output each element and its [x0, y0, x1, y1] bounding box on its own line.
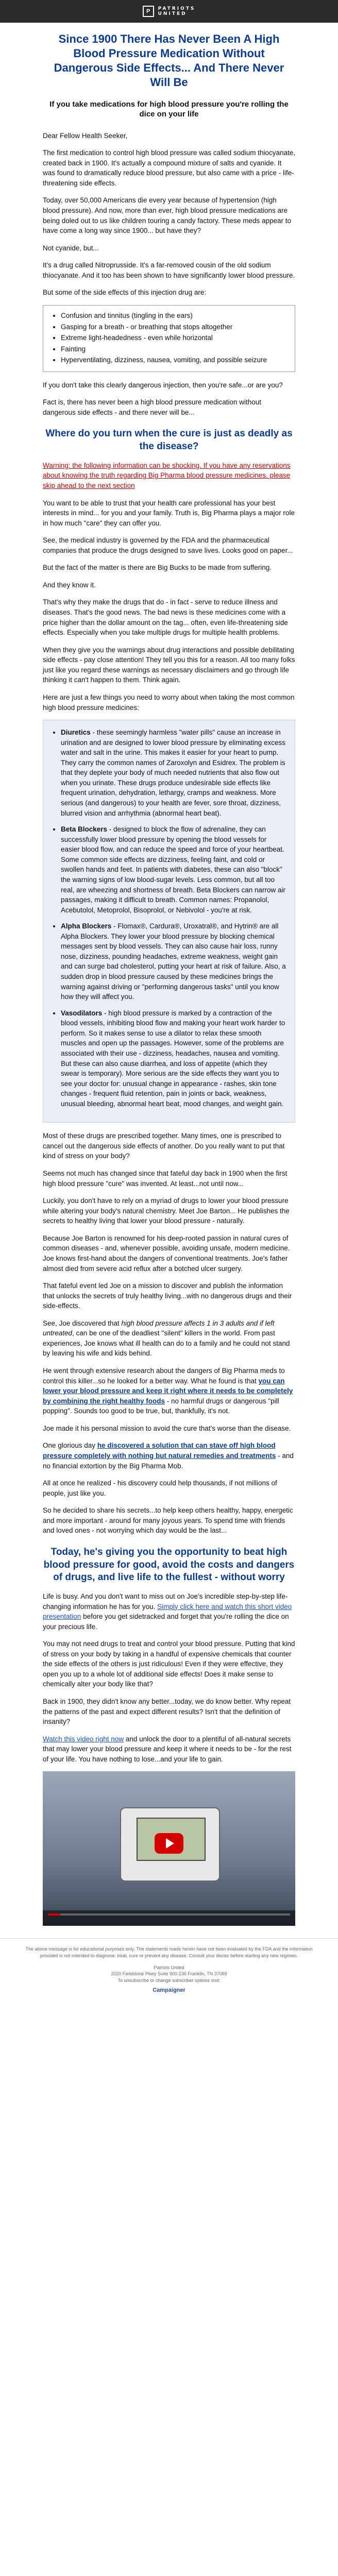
paragraph: But the fact of the matter is there are Big Bucks to be made from suffering.	[43, 564, 272, 572]
paragraph	[43, 1318, 295, 1359]
headline: Since 1900 There Has Never Been A High Blood Pressure Medication Without Dangerous Side Effects... And There Never Will Be	[54, 32, 284, 89]
paragraph: When they give you the warnings about drug interactions and possible debilitating side effects - pay close attention! They tell you this for a reason. All too many folks just like you regard these warnings as necessary disclaimers and go through life thinking it can't happen to them. Think again.	[43, 646, 295, 684]
emphasis: high blood pressure affects 1 in 3 adults and if left untreated	[43, 1319, 275, 1337]
list-item: • Confusion and tinnitus (tingling in the ears)	[61, 311, 286, 321]
list-item: • Fainting	[61, 344, 286, 354]
text: See, Joe discovered that	[43, 1319, 122, 1327]
paragraph: Here are just a few things you need to worry about when taking the most common high blood pressure medicines:	[43, 693, 295, 711]
paragraph	[43, 1366, 295, 1416]
paragraph: It's a drug called Nitroprusside. It's a far-removed cousin of the old sodium thiocyanate. And it too has been shown to have significantly lower blood pressure.	[43, 261, 295, 279]
list-item: • Extreme light-headedness - even while horizontal	[61, 333, 286, 343]
paragraph: Because Joe Barton is renowned for his deep-rooted passion in natural cures of common diseases - and, whenever possible, avoiding unsafe, modern medicine. Joe knows first-hand about the dangers of conventional treatments. Joe's father almost died from severe acid reflux after a botched ulcer surgery.	[43, 1234, 290, 1273]
drug-item	[61, 824, 286, 915]
drug-text: - designed to block the flow of adrenaline, they can successfully lower blood pressure by opening the blood vessels for easier blood flow, and can reduce the speed and force of your heartbeat. Some common side effects are dizziness, feeling faint, and cold or swollen hands and feet. In patients with diabetes, these can also "block" the warning signs of low blood-sugar levels. Less common, but all too real, are wheezing and shortness of breath. Beta Blockers can narrow air passages, making it difficult to breath. Common names: Propanolol, Acebutolol, Metoprolol, Bisoprolol, or Nebivolol - you're at risk.	[61, 825, 285, 914]
drug-item	[61, 727, 286, 818]
paragraph: Fact is, there has never been a high blood pressure medication without dangerous side effects - and there never will be...	[43, 398, 261, 416]
logo[interactable]	[143, 6, 196, 17]
footer-unsubscribe[interactable]: To unsubscribe or change subscriber options visit:	[117, 1977, 221, 1983]
paragraph: Today, over 50,000 Americans die every year because of hypertension (high blood pressure). And now, more than ever, high blood pressure medications are being doled out to us like children touring a candy factory. These meds appear to have come a long way since 1900... but have they?	[43, 196, 292, 235]
logo-mark-icon: P	[143, 6, 154, 17]
paragraph: The first medication to control high blood pressure was called sodium thiocyanate, created back in 1900. It's actually a compound mixture of salts and cyanide. It was found to dramatically reduce blood pressure, but also came with a price - life-threatening side effects.	[43, 149, 296, 187]
drug-text: - Flomax®, Cardura®, Uroxatral®, and Hytrin® are all Alpha Blockers. They lower your blood pressure by blocking chemical messages sent by blood vessels. They can also cause hair loss, runny nose, dizziness, pounding headaches, extreme weakness, weight gain and can surge bad cholesterol, putting your heart at risk of failure. Also, a sudden drop in blood pressure caused by these medicines brings the warning against driving or "performing dangerous tasks" until you know how they will affect you.	[61, 922, 286, 1001]
drug-text: - these seemingly harmless "water pills" cause an increase in urination and are designed to lower blood pressure by eliminating excess water and salt in the urine. This makes it easier for your heart to pump. They carry the common names of Zaroxolyn and Esidrex. The problem is that they deplete your body of much needed nutrients that also flow out when you urinate. These drugs produce undesirable side effects like frequent urination, dehydration, lethargy, cramps and weakness. More serious (and dangerous) to your health are fever, sore throat, dizziness, blurred vision and arrhythmia (abnormal heart beat).	[61, 728, 286, 817]
text: He went through extensive research about the dangers of Big Pharma meds to control this killer...so he looked for a better way. What he found is that	[43, 1367, 285, 1385]
drug-name: Diuretics	[61, 728, 91, 737]
paragraph: Most of these drugs are prescribed together. Many times, one is prescribed to cancel out the dangerous side effects of another. Do you really want to put that kind of stress on your body?	[43, 1132, 285, 1160]
video-controls	[43, 1910, 295, 1926]
text: - no harmful drugs or dangerous "pill popping". Sounds too good to be true, but, thankfully, it's not.	[43, 1397, 279, 1415]
paragraph	[43, 1734, 295, 1765]
paragraph: That fateful event led Joe on a mission to discover and publish the information that unlocks the secrets of truly healthy living...with no dangerous drugs and their side-effects.	[43, 1282, 292, 1310]
warning-link[interactable]: Warning: the following information can be shocking. If you have any reservations about knowing the truth regarding Big Pharma blood pressure medicines, please skip ahead to the next section	[43, 461, 291, 489]
emphasis: he discovered a solution that can stave off high blood pressure completely with nothing but natural remedies and treatments	[43, 1442, 276, 1460]
drug-name: Vasodilators	[61, 1009, 103, 1017]
logo-wordmark	[158, 6, 196, 16]
paragraph: But some of the side effects of this injection drug are:	[43, 289, 207, 297]
paragraph: That's why they make the drugs that do - in fact - serve to reduce illness and diseases. That's the good news. The bad news is these medicines come with a price higher than the dollar amount on the tag... often, even life-threatening side effects. Especially when you take multiple drugs for multiple health problems.	[43, 598, 288, 637]
side-effects-box	[43, 305, 295, 372]
drug-text: - high blood pressure is marked by a contraction of the blood vessels, inhibiting blood flow and making your heart work harder to perform. So it makes sense to use a dilator to relax these smooth muscles and open up the passages. However, some of the problems are associated with their use - dizziness, headaches, nausea and vomiting. But these can also cause diarrhea, and loss of appetite (which they swear is temporary). More serious are the side effects they want you to see your doctor for: unusual change in appearance - rashes, skin tone changes - frequent fluid retention, pain in joints or back, weakness, unusual bleeding, abnormal heart beat, mood changes, and weight gain.	[61, 1009, 285, 1108]
paragraph: Luckily, you don't have to rely on a myriad of drugs to lower your blood pressure while altering your body's natural chemistry. Meet Joe Barton... He publishes the secrets to healthy living that lower your blood pressure - naturally.	[43, 1197, 290, 1225]
drug-list-box	[43, 720, 295, 1123]
section-heading: Where do you turn when the cure is just as deadly as the disease?	[45, 428, 293, 452]
paragraph: You want to be able to trust that your health care professional has your best interests in mind... for you and your family. Truth is, Big Pharma plays a major role in how much "care" they can offer you.	[43, 499, 295, 527]
footer	[0, 1938, 338, 2010]
paragraph: All at once he realized - his discovery could help thousands, if not millions of people, just like you.	[43, 1479, 277, 1497]
paragraph: Back in 1900, they didn't know any better...today, we do know better. Why repeat the patterns of the past and expect different results? Isn't that the definition of insanity?	[43, 1698, 291, 1726]
list-item: • Gasping for a breath - or breathing that stops altogether	[61, 322, 286, 332]
paragraph: Joe made it his personal mission to avoid the cure that's worse than the disease.	[43, 1424, 291, 1432]
emphasis: you can lower your blood pressure and keep it right where it needs to be completely by combining the right healthy foods	[43, 1377, 293, 1405]
paragraph	[43, 1440, 295, 1471]
video-progress-fill	[48, 1913, 60, 1916]
play-icon[interactable]	[155, 1833, 183, 1854]
list-item: • Hyperventilating, dizziness, nausea, vomiting, and possible seizure	[61, 355, 286, 365]
text: before you get sidetracked and forget that you're rolling the dice on your precious life.	[43, 1613, 289, 1631]
paragraph: And they know it.	[43, 581, 96, 589]
logo-line-1: PATRIOTS	[158, 6, 196, 11]
watch-video-link[interactable]: Watch this video right now	[43, 1735, 124, 1743]
subhead: If you take medications for high blood pressure you're rolling the dice on your life	[49, 99, 289, 119]
text: One glorious day	[43, 1442, 97, 1450]
paragraph: If you don't take this clearly dangerous injection, then you're safe...or are you?	[43, 381, 283, 389]
text: - and no financial extortion by the Big Pharma Mob.	[43, 1451, 294, 1470]
greeting: Dear Fellow Health Seeker,	[43, 131, 128, 140]
paragraph: See, the medical industry is governed by the FDA and the pharmaceutical companies that produce the drugs designed to save lives. Looks good on paper...	[43, 536, 293, 554]
logo-line-2: UNITED	[158, 11, 187, 16]
paragraph: Not cyanide, but...	[43, 244, 99, 252]
footer-address: 2020 Fieldstone Pkwy Suite 900-236 Franklin, TN 37069	[111, 1971, 227, 1977]
video-link[interactable]: Simply click here and watch this short video presentation	[43, 1602, 292, 1621]
drug-name: Beta Blockers	[61, 825, 108, 834]
paragraph	[43, 1591, 295, 1632]
footer-disclaimer: The above message is for educational purposes only. The statements made herein have not been evaluated by the FDA and the information provided is not intended to diagnose, treat, cure or prevent any disease. Consult your doctor before starting any new regimen.	[25, 1946, 313, 1958]
video-player[interactable]	[43, 1771, 295, 1926]
footer-company: Patriots United	[154, 1964, 184, 1970]
text: , can be one of the deadliest "silent" killers in the world. From past experiences, Joe knows what ill health can do to a family and he could not stand by leaving his wife and kids behind.	[43, 1329, 290, 1358]
paragraph: So he decided to share his secrets...to help keep others healthy, happy, energetic and more important - around for many joyous years. To spend time with friends and loved ones - not worrying which day would be the last...	[43, 1506, 293, 1535]
drug-name: Alpha Blockers	[61, 922, 112, 930]
drug-item	[61, 921, 286, 1002]
footer-brand-logo: Campaigner	[153, 1987, 185, 1994]
drug-item	[61, 1008, 286, 1109]
video-progress-bar[interactable]	[48, 1913, 290, 1916]
article	[43, 23, 295, 1926]
header-bar	[0, 0, 338, 23]
paragraph: Seems not much has changed since that fateful day back in 1900 when the first high blood pressure "cure" was invented. At least...not until now...	[43, 1170, 288, 1188]
text: Life is busy. And you don't want to miss out on Joe's incredible step-by-step life-changing information he has for you.	[43, 1592, 288, 1611]
section-heading: Today, he's giving you the opportunity to beat high blood pressure for good, avoid the costs and dangers of drugs, and live life to the fullest - without worry	[43, 1546, 295, 1583]
paragraph: You may not need drugs to treat and control your blood pressure. Putting that kind of stress on your body by taking in a handful of expensive chemicals that counter the side effects of the others is just ridiculous! Even if they were effective, they open you up to a whole lot of additional side effects! Does it make sense to chemically alter your body like that?	[43, 1640, 295, 1688]
text: and unlock the door to a plentiful of all-natural secrets that may lower your blood pressure and keep it where it needs to be - for the rest of your life. You have nothing to lose...and your life to gain.	[43, 1735, 292, 1763]
